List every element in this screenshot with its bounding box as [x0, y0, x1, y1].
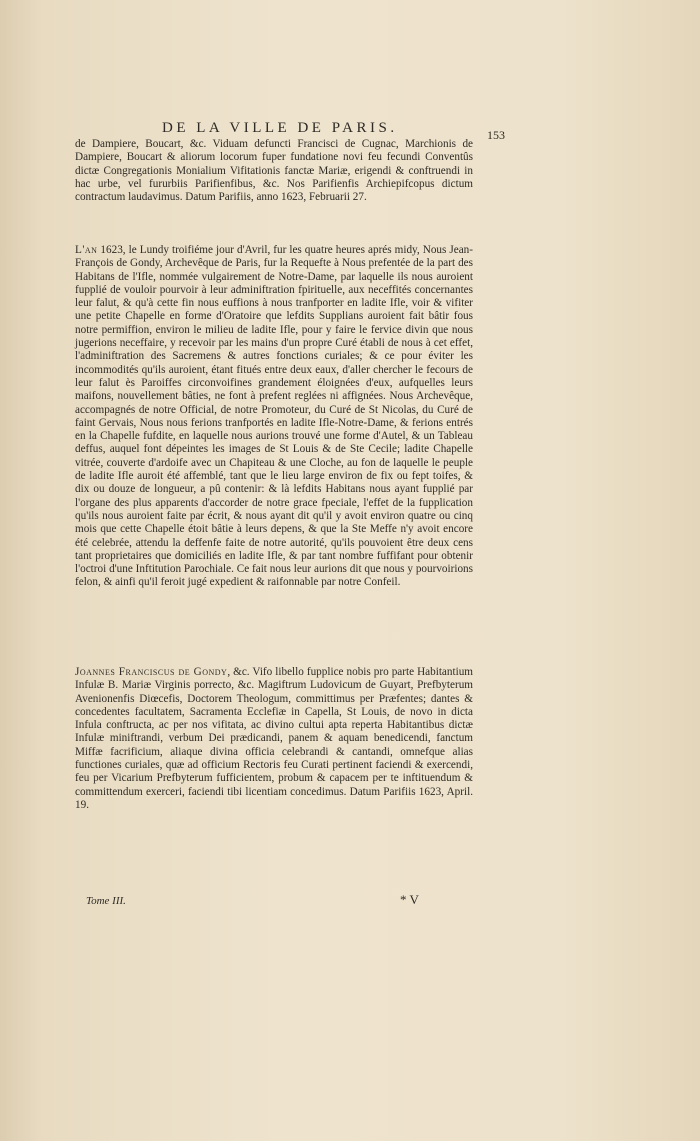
paragraph-2-text: 1623, le Lundy troifiéme jour d'Avril, fur les quatre heures aprés midy, Nous Jean-François de Gondy, Archevêque de Paris, fur la Requefte à Nous prefentée de la part des Habitans de l'Ifle, nommée vulgairement de Notre-Dame, par laquelle ils nous auroient fupplié de vouloir pourvoir à leur adminiftration fpirituelle, aux neceffités concernantes leur falut, & qu'à cette fin nous euffions à nous tranfporter en ladite Ifle, voir & vifiter une petite Chapelle en forme d'Oratoire que lefdits Supplians auroient fait bâtir fous notre permiffion, environ le milieu de ladite Ifle, pour y faire le fervice divin que nous jugerions neceffaire, y recevoir par les mains d'un propre Curé établi de nous à cet effet, l'adminiftration des Sacremens & autres fonctions curiales; & ce pour éviter les incommodités qu'ils auroient, étant fitués entre deux eaux, d'aller chercher le fecours de leur falut ès Paroiffes circonvoifines grandement éloignées d'eux, aufquelles leurs maifons, nouvellement bâties, ne font à prefent reglées ni affignées. Nous Archevêque, accompagnés de notre Official, de notre Promoteur, du Curé de St Nicolas, du Curé de faint Gervais, Nous nous ferions tranfportés en ladite Ifle-Notre-Dame, & ferions entrés en la Chapelle fufdite, en laquelle nous aurions trouvé une forme d'Autel, & un Tableau deffus, auquel font dépeintes les images de St Louis & de Ste Cecile; ladite Chapelle vitrée, couverte d'ardoife avec un Chapiteau & une Cloche, au fon de laquelle le peuple de ladite Ifle auroit été affemblé, tant que le lieu large environ de fix ou fept toifes, & dix ou douze de longueur, a pû contenir: & là lefdits Habitans nous ayant fupplié par l'organe des plus apparents d'accorder de notre grace fpeciale, l'effet de la fupplication qu'ils nous auroient faite par écrit, & nous ayant dit qu'il y avoit environ quatre ou cinq mois que cette Chapelle étoit bâtie à leurs depens, & que la Ste Meffe n'y avoit encore été celebrée, attendu la deffenfe faite de notre autorité, qu'ils pouvoient être deux cens tant proprietaires que domiciliés en ladite Ifle, & par tant nombre fuffifant pour obtenir l'octroi d'une Inftitution Parochiale. Ce fait nous leur aurions dit que nous y pourvoirions felon, & ainfi qu'il feroit jugé expedient & raifonnable par notre Confeil.	[75, 244, 473, 589]
paragraph-1-text: de Dampiere, Boucart, &c. Viduam defuncti Francisci de Cugnac, Marchionis de Dampiere, Boucart & aliorum locorum fuper fundatione novi feu fecundi Conventûs dictæ Congregationis Monialium Vifitationis fanctæ Mariæ, erigendi & conftruendi in hac urbe, vel fururbiis Parifienfibus, &c. Nos Parifienfis Archiepifcopus dictum contractum laudavimus. Datum Parifiis, anno 1623, Februarii 27.	[75, 138, 473, 204]
paragraph-3-opening: Joannes Franciscus de Gondy	[75, 666, 228, 678]
signature-mark: * V	[400, 892, 419, 907]
paragraph-3-text: , &c. Vifo libello fupplice nobis pro parte Habitantium Infulæ B. Mariæ Virginis porrecto, &c. Magiftrum Ludovicum de Guyart, Prefbyterum Avenionenfis Diœcefis, Doctorem Theologum, committimus per Præfentes; dantes & concedentes facultatem, Sacramenta Ecclefiæ in Capella, St Louis, de novo in dicta Infula conftructa, ac per nos vifitata, ac divino cultui apta reperta Habitantibus dictæ Infulæ miniftrandi, verbum Dei prædicandi, panem & aquam benedicendi, fanctum Miffæ facrificium, aliaque divina officia celebrandi & cantandi, omnefque alias functiones curiales, quæ ad officium Rectoris feu Curati pertinent faciendi & exercendi, feu per Vicarium Prefbyterum fufficientem, probum & capacem per te inftituendum & committendum exerceri, faciendi tibi licentiam concedimus. Datum Parifiis 1623, April. 19.	[75, 666, 474, 811]
paragraph-3	[75, 666, 473, 812]
paragraph-1	[75, 138, 473, 204]
volume-label: Tome III.	[86, 895, 126, 907]
running-head: DE LA VILLE DE PARIS.	[162, 120, 398, 136]
paragraph-2-opening: L'an	[75, 244, 98, 256]
page-number: 153	[487, 128, 505, 142]
paragraph-2	[75, 244, 473, 590]
